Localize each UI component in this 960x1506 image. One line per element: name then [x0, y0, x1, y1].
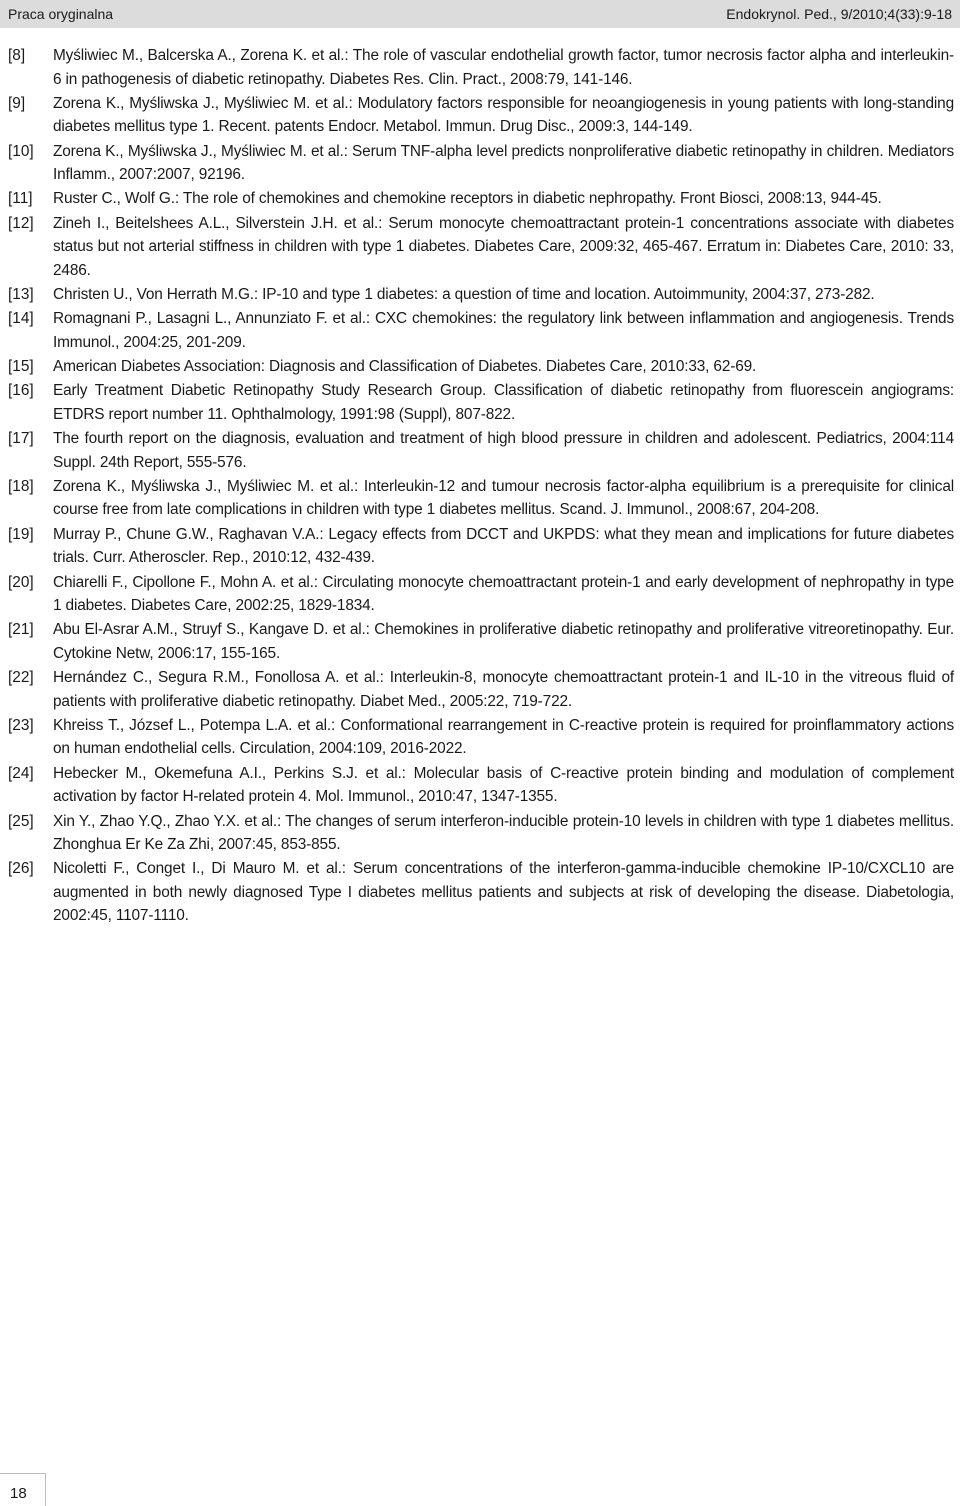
reference-number: [14] [8, 310, 34, 328]
reference-item [8, 187, 954, 211]
reference-text: Romagnani P., Lasagni L., Annunziato F. et al.: CXC chemokines: the regulatory link between inflammation and angiogenesis. Trends Immunol., 2004:25, 201-209. [53, 310, 954, 351]
reference-text: Xin Y., Zhao Y.Q., Zhao Y.X. et al.: The changes of serum interferon-inducible protein-10 levels in children with type 1 diabetes mellitus. Zhonghua Er Ke Za Zhi, 2007:45, 853-855. [53, 812, 954, 854]
reference-text: Hebecker M., Okemefuna A.I., Perkins S.J. et al.: Molecular basis of C-reactive protein binding and modulation of complement activation by factor H-related protein 4. Mol. Immunol., 2010:47, 1347-1355. [53, 764, 954, 806]
reference-number: [26] [8, 860, 34, 878]
reference-number: [11] [8, 190, 33, 208]
reference-item [8, 762, 954, 809]
reference-number: [17] [8, 430, 34, 448]
reference-item [8, 427, 954, 474]
journal-citation: Endokrynol. Ped., 9/2010;4(33):9-18 [726, 6, 952, 22]
reference-number: [20] [8, 573, 34, 591]
reference-item [8, 283, 954, 307]
reference-item [8, 523, 954, 570]
reference-text: Abu El-Asrar A.M., Struyf S., Kangave D. et al.: Chemokines in proliferative diabetic retinopathy and proliferative vitreoretinopathy. Eur. Cytokine Netw, 2006:17, 155-165. [53, 621, 954, 662]
reference-item [8, 307, 954, 354]
reference-item [8, 44, 954, 91]
reference-item [8, 857, 954, 928]
reference-text: Zineh I., Beitelshees A.L., Silverstein J.H. et al.: Serum monocyte chemoattractant protein-1 concentrations associate with diabetes status but not arterial stiffness in children with type 1 diabetes. Diabetes Care, 2009:32, 465-467. Erratum in: Diabetes Care, 2010: 33, 2486. [53, 214, 954, 279]
reference-item [8, 92, 954, 139]
reference-number: [18] [8, 477, 34, 495]
reference-number: [13] [8, 285, 34, 303]
reference-list [8, 44, 954, 929]
reference-number: [21] [8, 621, 34, 639]
reference-item [8, 355, 954, 379]
reference-number: [23] [8, 716, 34, 734]
reference-number: [12] [8, 214, 34, 232]
reference-text: Nicoletti F., Conget I., Di Mauro M. et al.: Serum concentrations of the interferon-gamma-inducible chemokine IP-10/CXCL10 are augmented in both newly diagnosed Type I diabetes mellitus patients and subjects at risk of developing the disease. Diabetologia, 2002:45, 1107-1110. [53, 860, 954, 925]
reference-number: [19] [8, 525, 34, 543]
reference-item [8, 618, 954, 665]
reference-text: Chiarelli F., Cipollone F., Mohn A. et al.: Circulating monocyte chemoattractant protein-1 and early development of nephropathy in type 1 diabetes. Diabetes Care, 2002:25, 1829-1834. [53, 573, 954, 615]
reference-number: [24] [8, 764, 34, 782]
reference-number: [25] [8, 812, 34, 830]
reference-text: Khreiss T., József L., Potempa L.A. et al.: Conformational rearrangement in C-reactive protein is required for proinflammatory actions on human endothelial cells. Circulation, 2004:109, 2016-2022. [53, 716, 954, 758]
reference-text: American Diabetes Association: Diagnosis and Classification of Diabetes. Diabetes Care, 2010:33, 62-69. [53, 358, 757, 376]
section-label: Praca oryginalna [8, 6, 114, 22]
reference-item [8, 810, 954, 857]
reference-item [8, 140, 954, 187]
reference-text: Zorena K., Myśliwska J., Myśliwiec M. et al.: Modulatory factors responsible for neoangiogenesis in young patients with long-standing diabetes mellitus type 1. Recent. patents Endocr. Metabol. Immun. Drug Disc., 2009:3, 144-149. [53, 94, 954, 136]
reference-text: Zorena K., Myśliwska J., Myśliwiec M. et al.: Serum TNF-alpha level predicts nonproliferative diabetic retinopathy in children. Mediators Inflamm., 2007:2007, 92196. [53, 142, 954, 184]
reference-text: Hernández C., Segura R.M., Fonollosa A. et al.: Interleukin-8, monocyte chemoattractant protein-1 and IL-10 in the vitreous fluid of patients with proliferative diabetic retinopathy. Diabet Med., 2005:22, 719-722. [53, 669, 954, 710]
reference-number: [9] [8, 94, 26, 112]
reference-text: Christen U., Von Herrath M.G.: IP-10 and type 1 diabetes: a question of time and location. Autoimmunity, 2004:37, 273-282. [53, 285, 875, 303]
reference-text: Ruster C., Wolf G.: The role of chemokines and chemokine receptors in diabetic nephropathy. Front Biosci, 2008:13, 944-45. [53, 190, 882, 208]
reference-item [8, 379, 954, 426]
reference-number: [15] [8, 358, 34, 376]
reference-item [8, 571, 954, 618]
page-number: 18 [10, 1485, 27, 1502]
reference-item [8, 714, 954, 761]
reference-number: [16] [8, 382, 34, 400]
reference-number: [10] [8, 142, 34, 160]
running-header [0, 0, 960, 28]
reference-text: Myśliwiec M., Balcerska A., Zorena K. et al.: The role of vascular endothelial growth factor, tumor necrosis factor alpha and interleukin-6 in pathogenesis of diabetic retinopathy. Diabetes Res. Clin. Pract., 2008:79, 141-146. [53, 47, 954, 88]
reference-text: The fourth report on the diagnosis, evaluation and treatment of high blood pressure in children and adolescent. Pediatrics, 2004:114 Suppl. 24th Report, 555-576. [53, 430, 954, 471]
reference-text: Early Treatment Diabetic Retinopathy Study Research Group. Classification of diabetic retinopathy from fluorescein angiograms: ETDRS report number 11. Ophthalmology, 1991:98 (Suppl), 807-822. [53, 382, 954, 423]
reference-number: [8] [8, 47, 26, 64]
reference-item [8, 212, 954, 283]
reference-text: Zorena K., Myśliwska J., Myśliwiec M. et al.: Interleukin-12 and tumour necrosis factor-alpha equilibrium is a prerequisite for clinical course free from late complications in children with type 1 diabetes mellitus. Scand. J. Immunol., 2008:67, 204-208. [53, 477, 954, 519]
reference-item [8, 666, 954, 713]
reference-number: [22] [8, 669, 34, 687]
reference-text: Murray P., Chune G.W., Raghavan V.A.: Legacy effects from DCCT and UKPDS: what they mean and implications for future diabetes trials. Curr. Atheroscler. Rep., 2010:12, 432-439. [53, 525, 954, 567]
reference-item [8, 475, 954, 522]
